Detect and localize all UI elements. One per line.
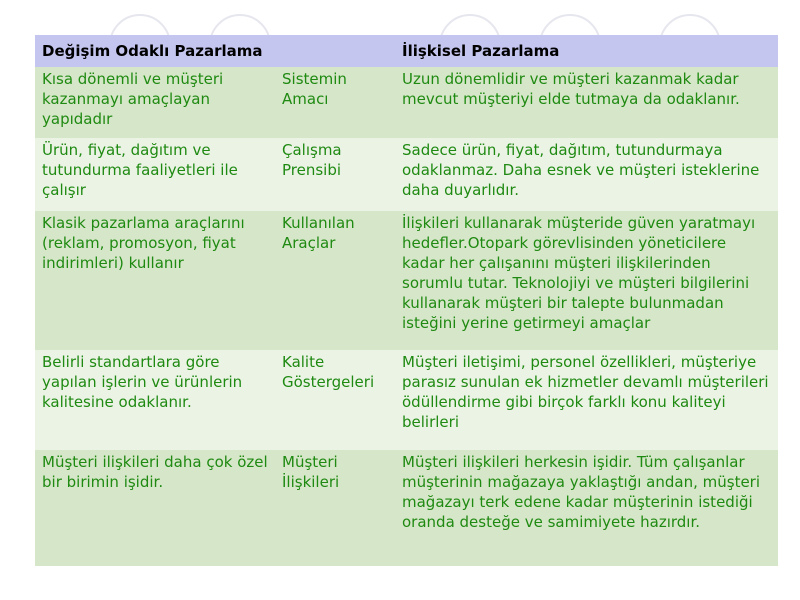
header-relationship-marketing: İlişkisel Pazarlama <box>395 35 778 67</box>
cell-exchange: Ürün, fiyat, dağıtım ve tutundurma faaliyetleri ile çalışır <box>35 138 275 211</box>
cell-criterion: Çalışma Prensibi <box>275 138 395 211</box>
comparison-table <box>35 35 778 566</box>
cell-criterion: Kalite Göstergeleri <box>275 350 395 450</box>
cell-exchange: Müşteri ilişkileri daha çok özel bir birimin işidir. <box>35 450 275 566</box>
header-criterion <box>275 35 395 67</box>
table-header-row <box>35 35 778 67</box>
table-row <box>35 450 778 566</box>
table-row <box>35 138 778 211</box>
cell-relationship: İlişkileri kullanarak müşteride güven yaratmayı hedefler.Otopark görevlisinden yöneticilere kadar her çalışanını müşteri ilişkilerinden sorumlu tutar. Teknolojiyi ve müşteri bilgilerini kullanarak müşteri bir talepte bulunmadan isteğini yerine getirmeyi amaçlar <box>395 211 778 350</box>
cell-exchange: Kısa dönemli ve müşteri kazanmayı amaçlayan yapıdadır <box>35 67 275 138</box>
table-row <box>35 67 778 138</box>
table-row <box>35 350 778 450</box>
cell-criterion: Müşteri İlişkileri <box>275 450 395 566</box>
cell-criterion: Sistemin Amacı <box>275 67 395 138</box>
cell-relationship: Müşteri ilişkileri herkesin işidir. Tüm çalışanlar müşterinin mağazaya yaklaştığı andan, müşteri mağazayı terk edene kadar müşterinin istediği oranda desteğe ve samimiyete hazırdır. <box>395 450 778 566</box>
table-row <box>35 211 778 350</box>
cell-exchange: Belirli standartlara göre yapılan işlerin ve ürünlerin kalitesine odaklanır. <box>35 350 275 450</box>
header-exchange-marketing: Değişim Odaklı Pazarlama <box>35 35 275 67</box>
cell-relationship: Sadece ürün, fiyat, dağıtım, tutundurmaya odaklanmaz. Daha esnek ve müşteri isteklerine daha duyarlıdır. <box>395 138 778 211</box>
cell-exchange: Klasik pazarlama araçlarını (reklam, promosyon, fiyat indirimleri) kullanır <box>35 211 275 350</box>
cell-criterion: Kullanılan Araçlar <box>275 211 395 350</box>
cell-relationship: Uzun dönemlidir ve müşteri kazanmak kadar mevcut müşteriyi elde tutmaya da odaklanır. <box>395 67 778 138</box>
cell-relationship: Müşteri iletişimi, personel özellikleri, müşteriye parasız sunulan ek hizmetler devamlı müşterileri ödüllendirme gibi birçok farklı konu kaliteyi belirleri <box>395 350 778 450</box>
comparison-table-container <box>35 35 778 566</box>
